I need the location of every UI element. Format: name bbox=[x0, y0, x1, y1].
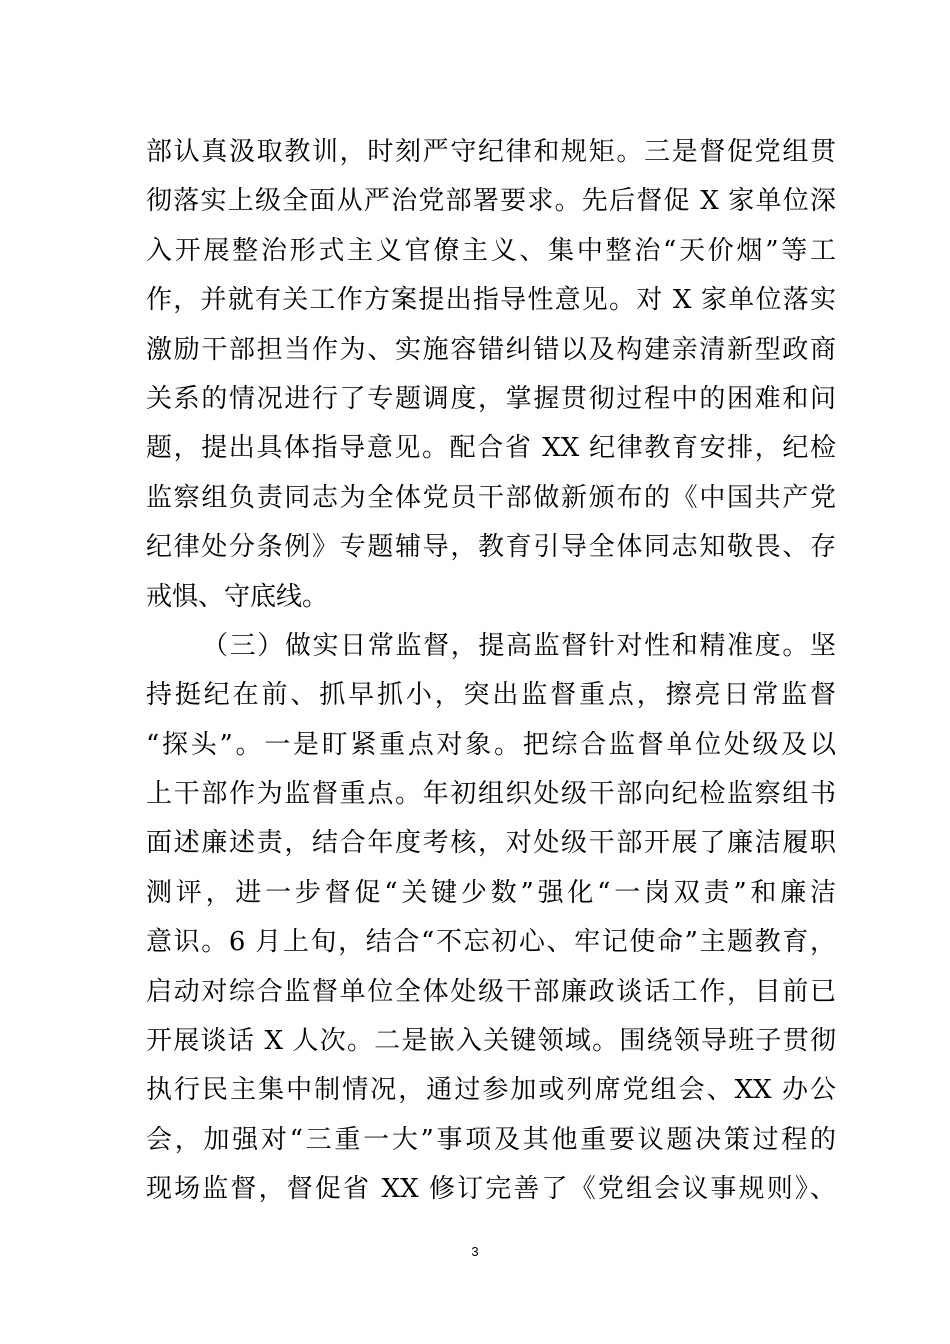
text-line: 作，并就有关工作方案提出指导性意见。对 X 家单位落实 bbox=[146, 285, 836, 316]
text-line: 开展谈话 X 人次。二是嵌入关键领域。围绕领导班子贯彻 bbox=[146, 1026, 836, 1057]
text-line: 激励干部担当作为、实施容错纠错以及构建亲清新型政商 bbox=[146, 334, 836, 365]
text-line: 监察组负责同志为全体党员干部做新颁布的《中国共产党 bbox=[146, 482, 836, 513]
text-line: 纪律处分条例》专题辅导，教育引导全体同志知敬畏、存 bbox=[146, 532, 836, 563]
text-line: 部认真汲取教训，时刻严守纪律和规矩。三是督促党组贯 bbox=[146, 137, 836, 167]
text-line: 入开展整治形式主义官僚主义、集中整治“天价烟”等工 bbox=[146, 235, 836, 266]
text-line: 彻落实上级全面从严治党部署要求。先后督促 X 家单位深 bbox=[146, 186, 836, 217]
text-line: 意识。6 月上旬，结合“不忘初心、牢记使命”主题教育， bbox=[146, 927, 836, 958]
text-line: 现场监督，督促省 XX 修订完善了《党组会议事规则》、 bbox=[146, 1174, 836, 1205]
section-heading-line: （三）做实日常监督，提高监督针对性和精准度。坚 bbox=[202, 630, 836, 661]
text-line: “探头”。一是盯紧重点对象。把综合监督单位处级及以 bbox=[146, 729, 836, 760]
text-line: 执行民主集中制情况，通过参加或列席党组会、XX 办公 bbox=[146, 1075, 836, 1106]
text-line: 上干部作为监督重点。年初组织处级干部向纪检监察组书 bbox=[146, 779, 836, 810]
text-line: 持挺纪在前、抓早抓小，突出监督重点，擦亮日常监督 bbox=[146, 680, 836, 711]
text-line: 启动对综合监督单位全体处级干部廉政谈话工作，目前已 bbox=[146, 976, 836, 1007]
text-line: 测评，进一步督促“关键少数”强化“一岗双责”和廉洁 bbox=[146, 877, 836, 908]
text-line: 戒惧、守底线。 bbox=[146, 581, 329, 612]
text-line: 题，提出具体指导意见。配合省 XX 纪律教育安排，纪检 bbox=[146, 433, 836, 464]
text-line: 会，加强对“三重一大”事项及其他重要议题决策过程的 bbox=[146, 1124, 836, 1155]
text-line: 面述廉述责，结合年度考核，对处级干部开展了廉洁履职 bbox=[146, 828, 836, 859]
page-number: 3 bbox=[471, 1244, 479, 1259]
text-line: 关系的情况进行了专题调度，掌握贯彻过程中的困难和问 bbox=[146, 383, 836, 414]
body-text bbox=[146, 128, 836, 1215]
